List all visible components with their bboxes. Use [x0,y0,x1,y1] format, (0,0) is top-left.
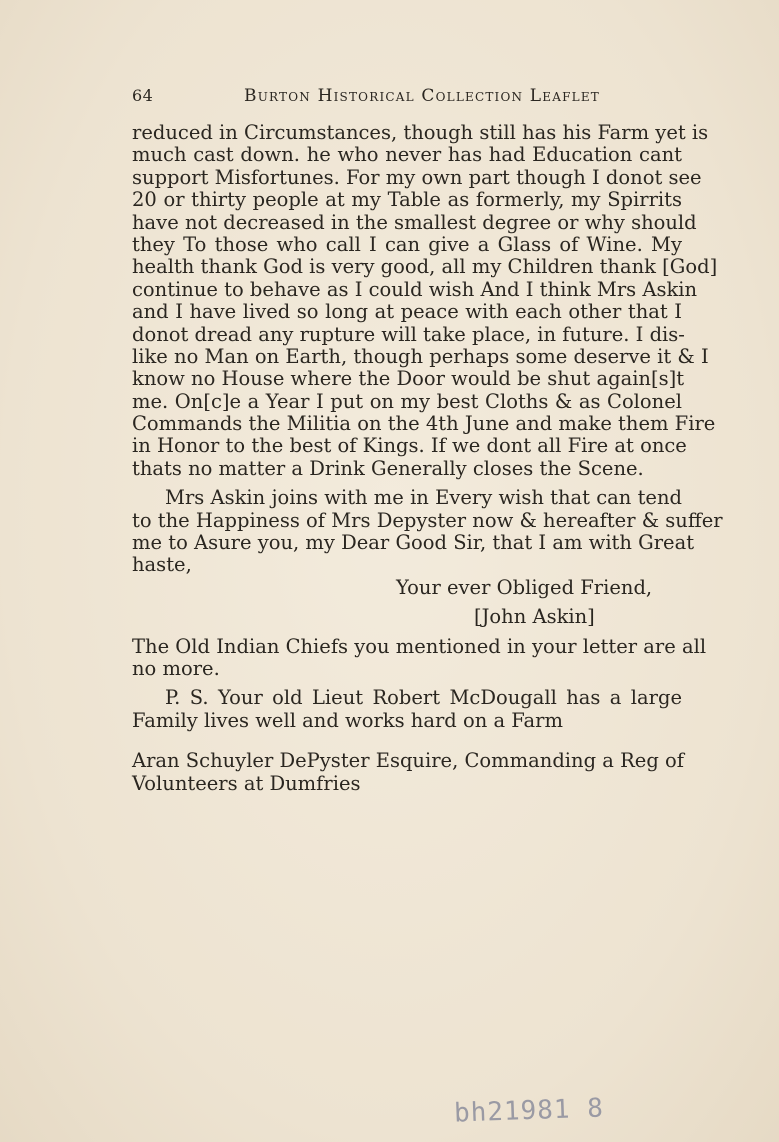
text-line: reduced in Circumstances, though still has his Farm yet is [132,121,709,144]
text-line: haste, [132,553,192,577]
text-line: continue to behave as I could wish And I think Mrs Askin [132,277,698,301]
text-line: donot dread any rupture will take place, in future. I dis- [132,322,685,346]
text-line: 20 or thirty people at my Table as formerly, my Spirrits [132,188,682,212]
text-line: health thank God is very good, all my Children thank [God] [132,255,718,279]
text-line: Commands the Militia on the 4th June and make them Fire [132,412,716,436]
text-line: Mrs Askin joins with me in Every wish that can tend [165,486,682,510]
page-number: 64 [132,86,154,105]
text-line: and I have lived so long at peace with each other that I [132,300,682,324]
text-line: much cast down. he who never has had Education cant [132,143,682,167]
paragraph-3 [132,634,707,681]
text-line: Volunteers at Dumfries [132,771,361,795]
text-line: thats no matter a Drink Generally closes the Scene. [132,456,644,480]
signature: [John Askin] [474,605,595,629]
running-title: Burton Historical Collection Leaflet [244,86,600,106]
paragraph-2 [132,486,723,577]
text-line: support Misfortunes. For my own part though I donot see [132,165,702,189]
text-line: no more. [132,656,220,680]
text-line: like no Man on Earth, though perhaps some deserve it & I [132,344,709,368]
closing-line: Your ever Obliged Friend, [396,575,653,599]
text-line: to the Happiness of Mrs Depyster now & hereafter & suffer [132,508,723,532]
postscript [132,687,682,732]
address-block [132,750,682,795]
text-line: in Honor to the best of Kings. If we dont all Fire at once [132,434,687,458]
text-line: know no House where the Door would be shut again[s]t [132,367,685,391]
text-line: Family lives well and works hard on a Farm [132,708,563,732]
text-line: they To those who call I can give a Glass of Wine. My [132,232,682,256]
text-line: The Old Indian Chiefs you mentioned in your letter are all [132,634,707,658]
text-line: me to Asure you, my Dear Good Sir, that I am with Great [132,531,695,555]
text-line: P. S. Your old Lieut Robert McDougall has a large [165,686,682,710]
text-line: have not decreased in the smallest degree or why should [132,210,697,234]
paragraph-1 [132,121,718,480]
letter-text [132,121,723,795]
pencil-annotation: bh21981 8 [453,1093,605,1129]
text-line: Aran Schuyler DePyster Esquire, Commanding a Reg of [132,749,684,773]
text-line: me. On[c]e a Year I put on my best Cloths & as Colonel [132,389,682,413]
